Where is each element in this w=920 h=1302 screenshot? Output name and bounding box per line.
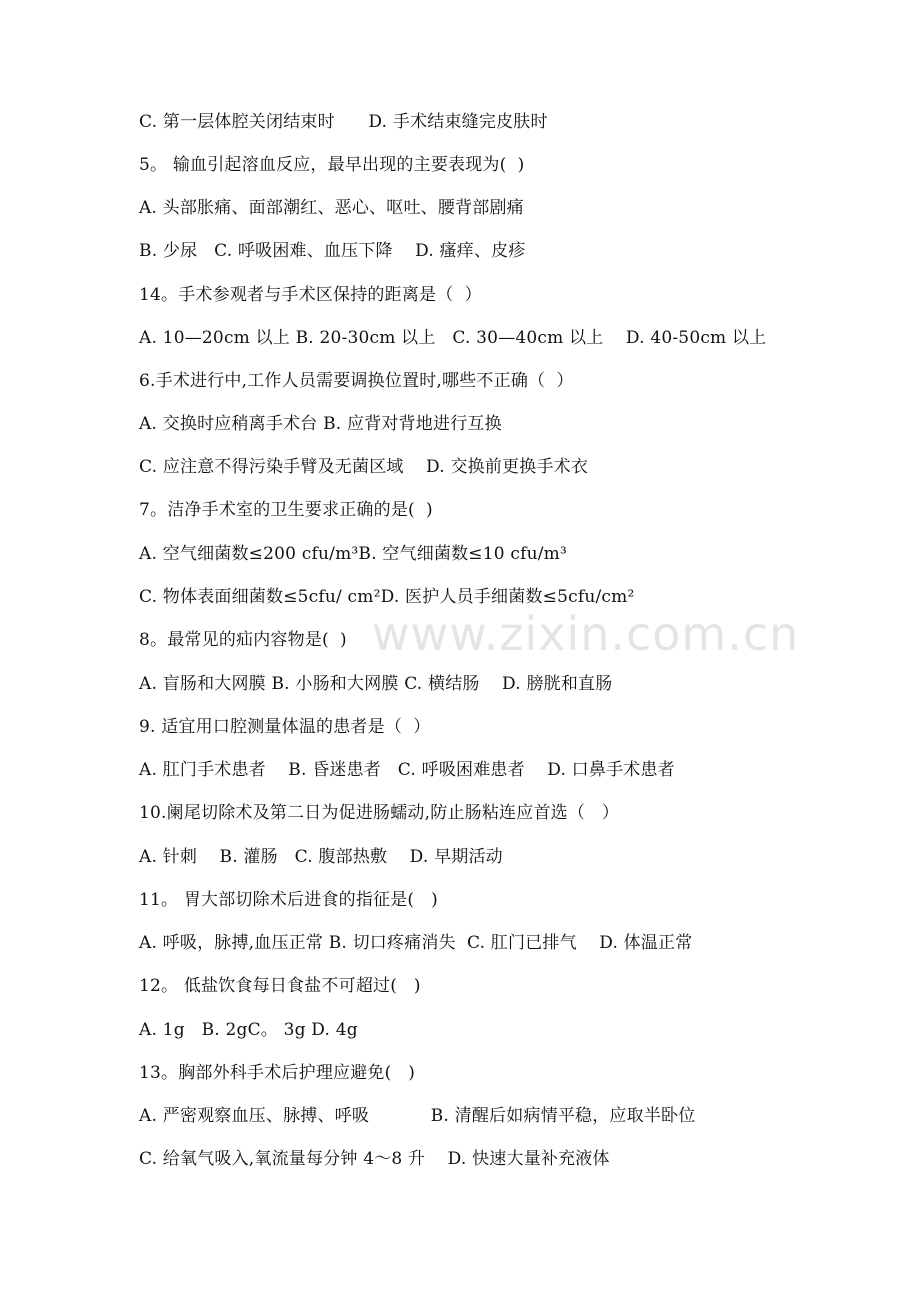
option-line: A. 肛门手术患者 B. 昏迷患者 C. 呼吸困难患者 D. 口鼻手术患者 (139, 760, 675, 780)
question-10: 10.阑尾切除术及第二日为促进肠蠕动,防止肠粘连应首选（ ） (139, 803, 620, 823)
question-12: 12。 低盐饮食每日食盐不可超过( ) (139, 976, 421, 996)
option-line: B. 少尿 C. 呼吸困难、血压下降 D. 瘙痒、皮疹 (139, 241, 526, 261)
option-line: A. 空气细菌数≤200 cfu/m³B. 空气细菌数≤10 cfu/m³ (139, 544, 568, 564)
option-line: A. 盲肠和大网膜 B. 小肠和大网膜 C. 横结肠 D. 膀胱和直肠 (139, 674, 613, 694)
question-13: 13。胸部外科手术后护理应避免( ) (139, 1063, 416, 1083)
question-9: 9. 适宜用口腔测量体温的患者是（ ） (139, 717, 431, 737)
question-6: 6.手术进行中,工作人员需要调换位置时,哪些不正确（ ） (139, 371, 574, 391)
question-7: 7。洁净手术室的卫生要求正确的是( ) (139, 500, 433, 520)
watermark: www.zixin.com.cn (372, 607, 800, 661)
option-line: A. 10—20cm 以上 B. 20-30cm 以上 C. 30—40cm 以上 D. 40-50cm 以上 (139, 328, 767, 348)
option-line: A. 1g B. 2gC。 3g D. 4g (139, 1020, 358, 1040)
option-line: C. 第一层体腔关闭结束时 D. 手术结束缝完皮肤时 (139, 112, 548, 132)
option-line: A. 交换时应稍离手术台 B. 应背对背地进行互换 (139, 414, 502, 434)
option-line: A. 针刺 B. 灌肠 C. 腹部热敷 D. 早期活动 (139, 847, 503, 867)
option-line: A. 严密观察血压、脉搏、呼吸 B. 清醒后如病情平稳，应取半卧位 (139, 1106, 696, 1126)
question-5: 5。 输血引起溶血反应，最早出现的主要表现为( ) (139, 155, 525, 175)
option-line: C. 给氧气吸入,氧流量每分钟 4～8 升 D. 快速大量补充液体 (139, 1149, 610, 1169)
option-line: A. 头部胀痛、面部潮红、恶心、呕吐、腰背部剧痛 (139, 198, 524, 218)
question-8: 8。最常见的疝内容物是( ) (139, 630, 347, 650)
question-11: 11。 胃大部切除术后进食的指征是( ) (139, 890, 438, 910)
option-line: A. 呼吸，脉搏,血压正常 B. 切口疼痛消失 C. 肛门已排气 D. 体温正常 (139, 933, 693, 953)
option-line: C. 物体表面细菌数≤5cfu/ cm²D. 医护人员手细菌数≤5cfu/cm² (139, 587, 635, 607)
option-line: C. 应注意不得污染手臂及无菌区域 D. 交换前更换手术衣 (139, 457, 589, 477)
question-14: 14。手术参观者与手术区保持的距离是（ ） (139, 285, 482, 305)
